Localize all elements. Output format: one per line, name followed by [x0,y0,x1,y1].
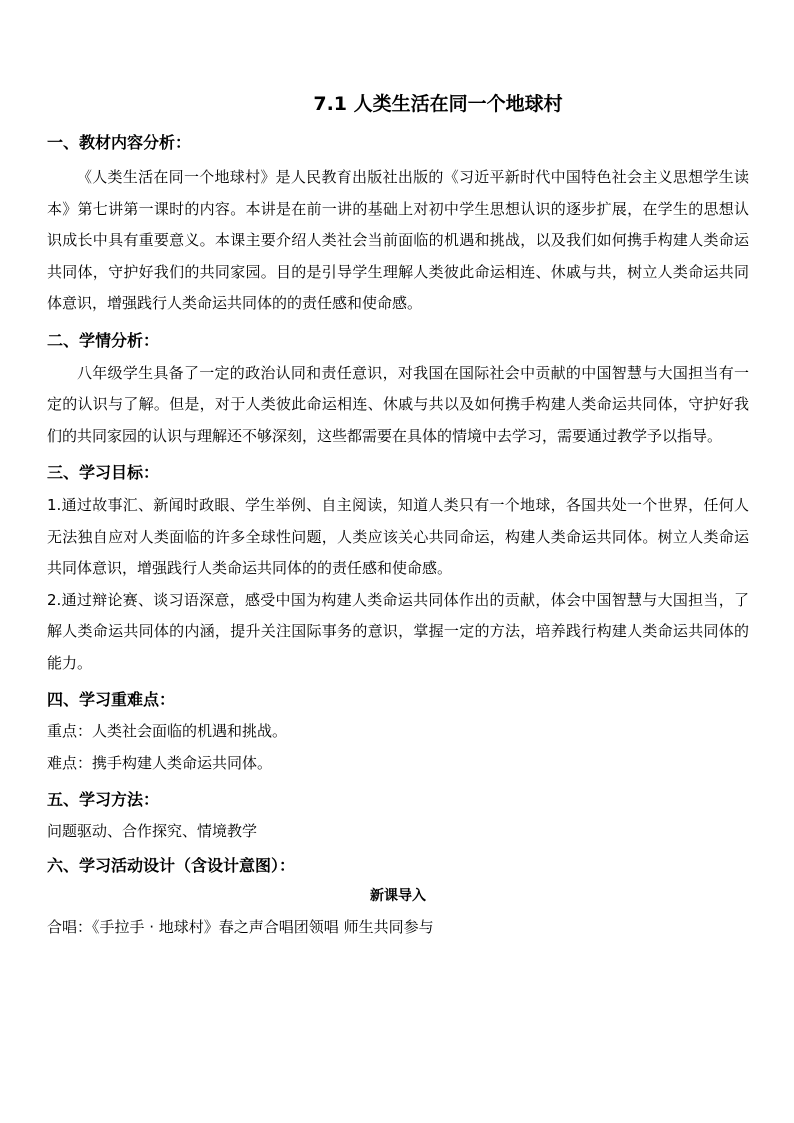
section-heading-learning-goals: 三、学习目标： [47,463,160,482]
content-analysis-paragraph: 《人类生活在同一个地球村》是人民教育出版社出版的《习近平新时代中国特色社会主义思想学生读本》第七讲第一课时的内容。本讲是在前一讲的基础上对初中学生思想认识的逐步扩展，在学生的思想认识成长中具有重要意义。本课主要介绍人类社会当前面临的机遇和挑战，以及我们如何携手构建人类命运共同体，守护好我们的共同家园。目的是引导学生理解人类彼此命运相连、休戚与共，树立人类命运共同体意识，增强践行人类命运共同体的的责任感和使命感。 [47,168,749,312]
document-title: 7.1 人类生活在同一个地球村 [313,93,563,115]
section-heading-activity-design: 六、学习活动设计（含设计意图）： [47,856,296,875]
subheading-new-lesson-intro: 新课导入 [370,888,426,904]
section-heading-methods: 五、学习方法： [47,790,160,809]
document-page [47,88,749,943]
section-heading-learner-analysis: 二、学情分析： [47,330,160,350]
key-point: 重点：人类社会面临的机遇和挑战。 [47,722,288,740]
learning-goal-2: 2.通过辩论赛、谈习语深意，感受中国为构建人类命运共同体作出的贡献，体会中国智慧与大国担当，了解人类命运共同体的内涵，提升关注国际事务的意识，掌握一定的方法，培养践行构建人类命运共同体的能力。 [47,590,749,672]
learning-methods: 问题驱动、合作探究、情境教学 [47,822,258,840]
difficult-point: 难点：携手构建人类命运共同体。 [47,754,273,772]
learning-goal-1: 1.通过故事汇、新闻时政眼、学生举例、自主阅读，知道人类只有一个地球，各国共处一个世界，任何人无法独自应对人类面临的许多全球性问题，人类应该关心共同命运，构建人类命运共同体。树立人类命运共同体意识，增强践行人类命运共同体的的责任感和使命感。 [47,496,749,577]
intro-activity: 合唱：《手拉手 · 地球村》春之声合唱团领唱 师生共同参与 [47,918,434,936]
learner-analysis-paragraph: 八年级学生具备了一定的政治认同和责任意识，对我国在国际社会中贡献的中国智慧与大国担当有一定的认识与了解。但是，对于人类彼此命运相连、休戚与共以及如何携手构建人类命运共同体，守护好我们的共同家园的认识与理解还不够深刻，这些都需要在具体的情境中去学习，需要通过教学予以指导。 [47,363,749,445]
section-heading-key-points: 四、学习重难点： [47,690,176,709]
section-heading-content-analysis: 一、教材内容分析： [47,133,192,152]
